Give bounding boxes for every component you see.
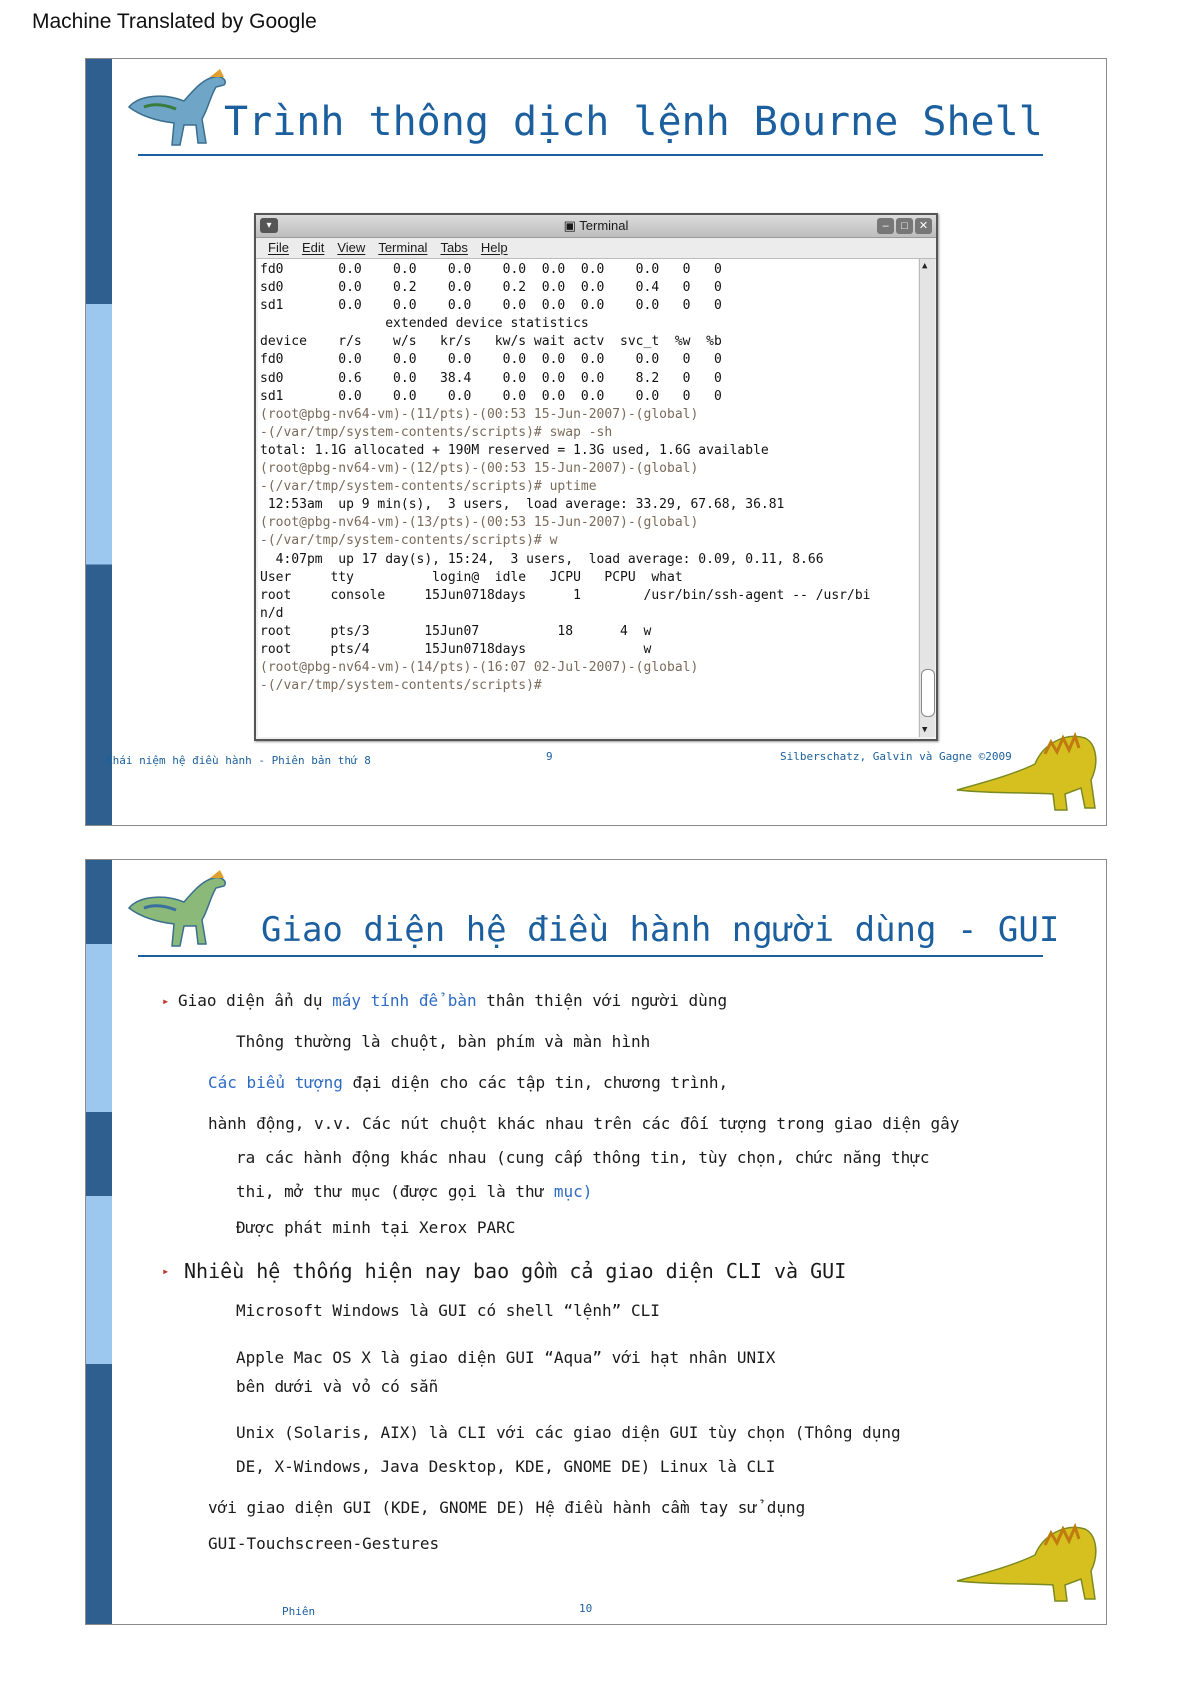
title-underline — [138, 955, 1043, 957]
terminal-line: (root@pbg-nv64-vm)-(13/pts)-(00:53 15-Jun-2007)-(global) — [260, 515, 699, 531]
terminal-line: root pts/3 15Jun07 18 4 w — [260, 623, 652, 639]
terminal-line: -(/var/tmp/system-contents/scripts)# — [260, 678, 542, 694]
title-underline — [138, 154, 1043, 156]
menu-help[interactable]: Help — [480, 240, 508, 255]
terminal-line: (root@pbg-nv64-vm)-(14/pts)-(16:07 02-Jul-2007)-(global) — [260, 660, 699, 676]
terminal-line: device r/s w/s kr/s kw/s wait actv svc_t %w %b — [260, 334, 722, 350]
window-menu-icon[interactable]: ▾ — [260, 218, 278, 233]
bullet-icon: ▸ — [162, 994, 170, 1008]
slide-9 — [85, 58, 1107, 826]
minimize-icon[interactable]: – — [877, 218, 894, 234]
footer-right: Silberschatz, Galvin và Gagne ©2009 — [780, 750, 1012, 763]
slide-sidebar — [86, 860, 112, 1624]
terminal-line: root pts/4 15Jun0718days w — [260, 641, 652, 657]
terminal-line: sd1 0.0 0.0 0.0 0.0 0.0 0.0 0.0 0 0 — [260, 298, 722, 314]
text-line: hành động, v.v. Các nút chuột khác nhau trên các đối tượng trong giao diện gây — [208, 1114, 960, 1133]
terminal-line: sd0 0.6 0.0 38.4 0.0 0.0 0.0 8.2 0 0 — [260, 370, 722, 386]
bullet-icon: ▸ — [162, 1264, 170, 1278]
terminal-line: -(/var/tmp/system-contents/scripts)# uptime — [260, 479, 597, 495]
dinosaur-logo-icon — [124, 868, 234, 950]
page-number: 9 — [546, 750, 553, 763]
terminal-line: root console 15Jun0718days 1 /usr/bin/ssh-agent -- /usr/bi — [260, 587, 871, 603]
dinosaur-corner-icon — [955, 724, 1100, 814]
slide-title: Trình thông dịch lệnh Bourne Shell — [224, 99, 1043, 145]
scroll-up-icon[interactable]: ▲ — [922, 261, 928, 271]
text-line: với giao diện GUI (KDE, GNOME DE) Hệ điều hành cầm tay sử dụng — [208, 1498, 806, 1517]
text-line: Apple Mac OS X là giao diện GUI “Aqua” với hạt nhân UNIX — [236, 1348, 776, 1367]
terminal-line: fd0 0.0 0.0 0.0 0.0 0.0 0.0 0.0 0 0 — [260, 262, 722, 277]
text-line: bên dưới và vỏ có sẵn — [236, 1377, 439, 1396]
menu-view[interactable]: View — [337, 240, 366, 255]
terminal-line: (root@pbg-nv64-vm)-(11/pts)-(00:53 15-Jun-2007)-(global) — [260, 406, 699, 422]
text-line: Unix (Solaris, AIX) là CLI với các giao diện GUI tùy chọn (Thông dụng — [236, 1423, 901, 1442]
terminal-window — [254, 213, 938, 741]
close-icon[interactable]: ✕ — [915, 218, 932, 234]
terminal-menubar — [256, 238, 936, 259]
bullet-1: Giao diện ẩn dụ máy tính để bàn thân thiện với người dùng — [178, 991, 728, 1010]
dinosaur-corner-icon — [955, 1515, 1100, 1605]
footer-left: Phiên — [282, 1605, 316, 1618]
text-line: Microsoft Windows là GUI có shell “lệnh” CLI — [236, 1301, 660, 1320]
terminal-line: (root@pbg-nv64-vm)-(12/pts)-(00:53 15-Jun-2007)-(global) — [260, 461, 699, 477]
terminal-line: total: 1.1G allocated + 190M reserved = 1.3G used, 1.6G available — [260, 442, 769, 458]
slide-title: Giao diện hệ điều hành người dùng - GUI — [261, 910, 1060, 950]
slide-10 — [85, 859, 1107, 1625]
terminal-title: ▣ Terminal — [563, 218, 629, 233]
footer-left: Khái niệm hệ điều hành - Phiên bản thứ 8 — [106, 754, 371, 767]
text-line: GUI-Touchscreen-Gestures — [208, 1534, 440, 1553]
menu-tabs[interactable]: Tabs — [440, 240, 468, 255]
terminal-line: -(/var/tmp/system-contents/scripts)# w — [260, 533, 558, 549]
terminal-line: 12:53am up 9 min(s), 3 users, load average: 33.29, 67.68, 36.81 — [260, 497, 785, 513]
dinosaur-logo-icon — [124, 67, 234, 149]
menu-file[interactable]: File — [268, 240, 289, 255]
machine-translated-label: Machine Translated by Google — [32, 10, 317, 33]
maximize-icon[interactable]: □ — [896, 218, 913, 234]
terminal-line: sd1 0.0 0.0 0.0 0.0 0.0 0.0 0.0 0 0 — [260, 388, 722, 404]
text-line: Các biểu tượng đại diện cho các tập tin, chương trình, — [208, 1073, 729, 1092]
menu-edit[interactable]: Edit — [301, 240, 325, 255]
terminal-line: fd0 0.0 0.0 0.0 0.0 0.0 0.0 0.0 0 0 — [260, 352, 722, 368]
terminal-icon: ▣ — [563, 218, 580, 233]
scroll-thumb[interactable] — [921, 669, 935, 717]
terminal-line: n/d — [260, 605, 284, 621]
menu-terminal[interactable]: Terminal — [378, 240, 428, 255]
text-line: Thông thường là chuột, bàn phím và màn hình — [236, 1032, 651, 1051]
bullet-2: Nhiều hệ thống hiện nay bao gồm cả giao diện CLI và GUI — [184, 1259, 847, 1283]
text-line: ra các hành động khác nhau (cung cấp thông tin, tùy chọn, chức năng thực — [236, 1148, 930, 1167]
terminal-line: 4:07pm up 17 day(s), 15:24, 3 users, load average: 0.09, 0.11, 8.66 — [260, 551, 824, 567]
terminal-scrollbar[interactable] — [919, 259, 935, 737]
page-number: 10 — [579, 1602, 593, 1615]
terminal-line: User tty login@ idle JCPU PCPU what — [260, 569, 683, 585]
terminal-line: extended device statistics — [260, 316, 589, 332]
terminal-titlebar[interactable] — [256, 215, 936, 238]
text-line: thi, mở thư mục (được gọi là thư mục) — [236, 1182, 593, 1201]
text-line: Được phát minh tại Xerox PARC — [236, 1218, 516, 1237]
slide-sidebar — [86, 59, 112, 825]
terminal-line: -(/var/tmp/system-contents/scripts)# swap -sh — [260, 424, 613, 440]
text-line: DE, X-Windows, Java Desktop, KDE, GNOME DE) Linux là CLI — [236, 1457, 776, 1476]
terminal-output[interactable] — [258, 259, 918, 737]
scroll-down-icon[interactable]: ▼ — [922, 725, 928, 735]
terminal-line: sd0 0.0 0.2 0.0 0.2 0.0 0.0 0.4 0 0 — [260, 280, 722, 296]
